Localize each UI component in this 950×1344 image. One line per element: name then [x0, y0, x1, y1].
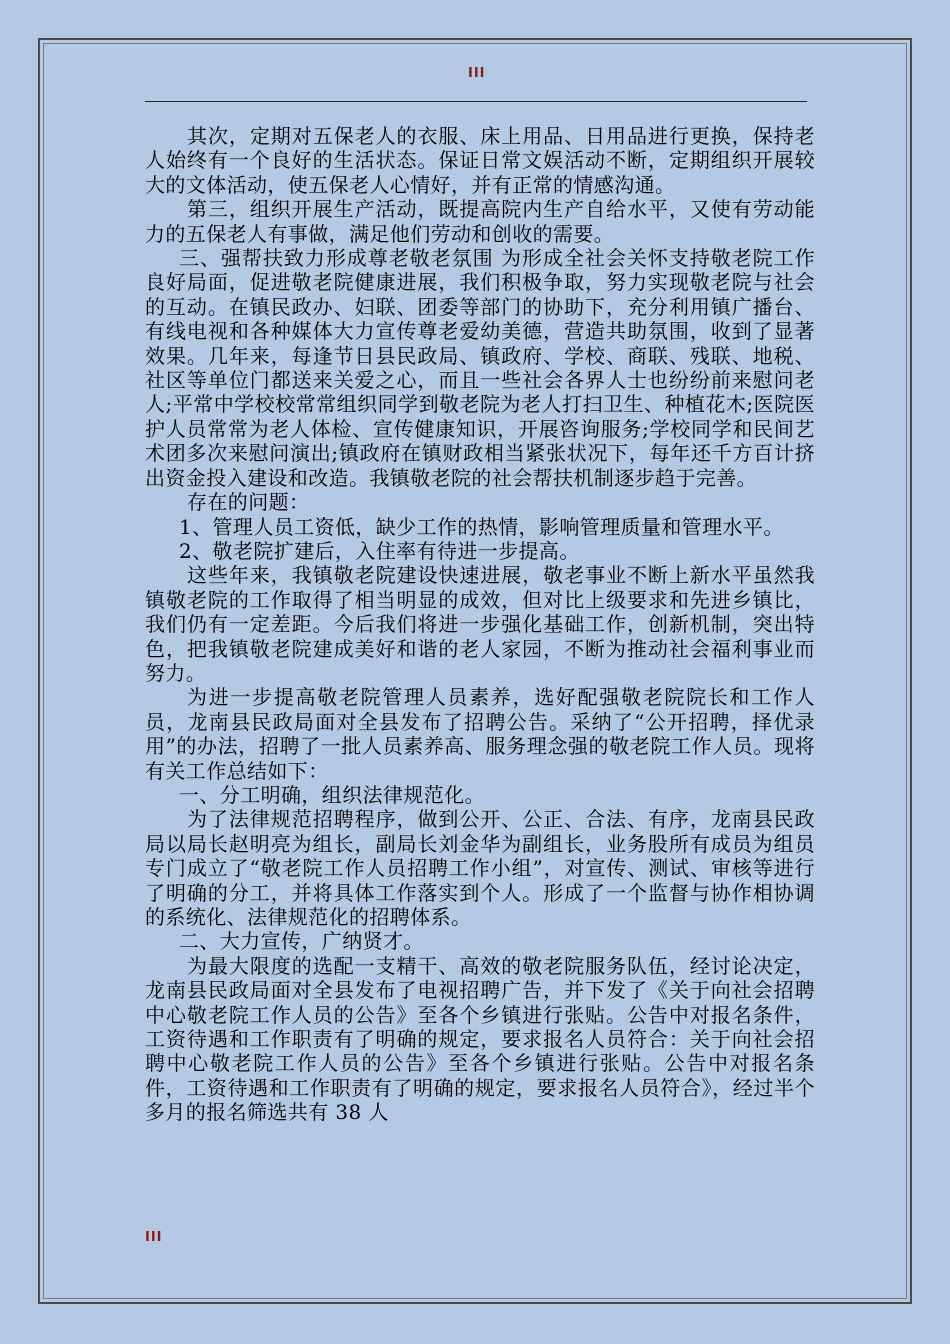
paragraph-section-2: 为最大限度的选配一支精干、高效的敬老院服务队伍，经讨论决定，龙南县民政局面对全县发布了电视招聘广告，并下发了《关于向社会招聘中心敬老院工作人员的公告》至各个乡镇进行张贴。公告中对报名条件，工资待遇和工作职责有了明确的规定，要求报名人员符合：关于向社会招聘中心敬老院工作人员的公告》至各个乡镇进行张贴。公告中对报名条件，工资待遇和工作职责有了明确的规定，要求报名人员符合》，经过半个多月的报名筛选共有 38 人	[145, 953, 815, 1125]
page-marker-top: III	[468, 66, 486, 81]
paragraph-social-support: 三、强帮扶致力形成尊老敬老氛围 为形成全社会关怀支持敬老院工作良好局面，促进敬老院健康进展，我们积极争取，努力实现敬老院与社会的互动。在镇民政办、妇联、团委等部门的协助下，充分利用镇广播台、有线电视和各种媒体大力宣传尊老爱幼美德，营造共助氛围，收到了显著效果。几年来，每逢节日县民政局、镇政府、学校、商联、残联、地税、社区等单位门都送来关爱之心，而且一些社会各界人士也纷纷前来慰问老人;平常中学校校常常组织同学到敬老院为老人打扫卫生、种植花木;医院医护人员常常为老人体检、宣传健康知识，开展咨询服务;学校同学和民间艺术团多次来慰问演出;镇政府在镇财政相当紧张状况下，每年还千方百计挤出资金投入建设和改造。我镇敬老院的社会帮扶机制逐步趋于完善。	[145, 246, 815, 490]
paragraph-summary: 这些年来，我镇敬老院建设快速进展，敬老事业不断上新水平虽然我镇敬老院的工作取得了相当明显的成效，但对比上级要求和先进乡镇比，我们仍有一定差距。今后我们将进一步强化基础工作，创新机制，突出特色，把我镇敬老院建成美好和谐的老人家园，不断为推动社会福利事业而努力。	[145, 563, 815, 685]
paragraph-production: 第三，组织开展生产活动，既提高院内生产自给水平，又使有劳动能力的五保老人有事做，满足他们劳动和创收的需要。	[145, 197, 815, 246]
page-marker-bottom: III	[145, 1230, 163, 1245]
paragraph-replacement: 其次，定期对五保老人的衣服、床上用品、日用品进行更换，保持老人始终有一个良好的生活状态。保证日常文娱活动不断，定期组织开展较大的文体活动，使五保老人心情好，并有正常的情感沟通。	[145, 124, 815, 197]
paragraph-section-1: 为了法律规范招聘程序，做到公开、公正、合法、有序，龙南县民政局以局长赵明亮为组长，副局长刘金华为副组长，业务股所有成员为组员专门成立了“敬老院工作人员招聘工作小组”，对宣传、测试、审核等进行了明确的分工，并将具体工作落实到个人。形成了一个监督与协作相协调的系统化、法律规范化的招聘体系。	[145, 807, 815, 929]
heading-section-2: 二、大力宣传，广纳贤才。	[179, 929, 424, 954]
paragraph-recruitment-intro: 为进一步提高敬老院管理人员素养，选好配强敬老院院长和工作人员，龙南县民政局面对全县发布了招聘公告。采纳了“公开招聘，择优录用”的办法，招聘了一批人员素养高、服务理念强的敬老院工作人员。现将有关工作总结如下：	[145, 685, 815, 783]
list-item-problem-2: 2、敬老院扩建后，入住率有待进一步提高。	[179, 538, 580, 563]
heading-section-1: 一、分工明确，组织法律规范化。	[179, 782, 485, 807]
header-rule	[145, 101, 807, 102]
document-body	[145, 124, 815, 1220]
heading-problems: 存在的问题：	[187, 490, 310, 515]
list-item-problem-1: 1、管理人员工资低，缺少工作的热情，影响管理质量和管理水平。	[179, 514, 784, 539]
